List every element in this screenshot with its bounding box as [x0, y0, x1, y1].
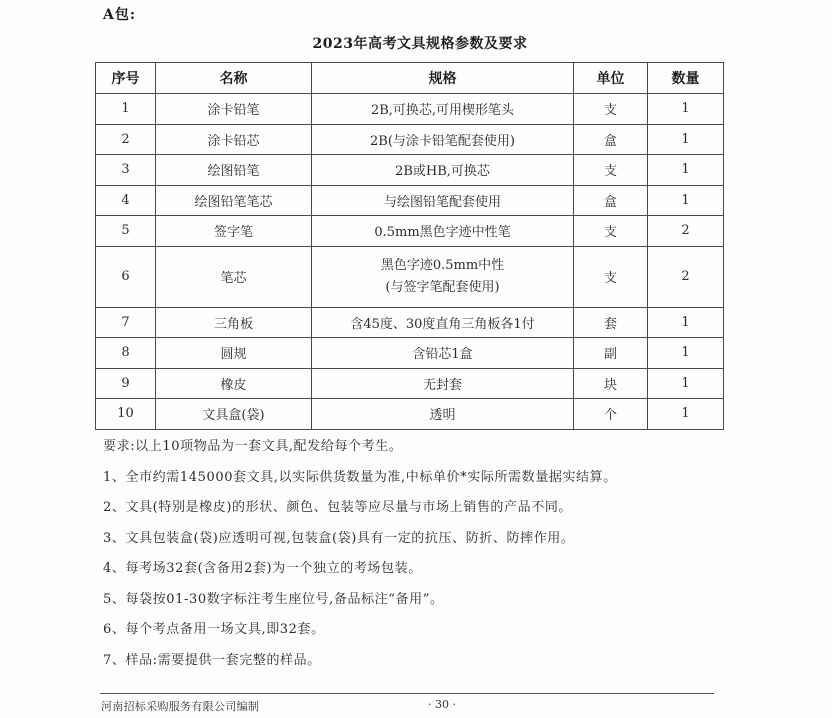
cell-no: 3 [96, 155, 156, 186]
requirements-list [103, 432, 723, 676]
requirement-item: 6、每个考点备用一场文具,即32套。 [103, 622, 325, 637]
cell-spec-line-2: (与签字笔配套使用) [385, 279, 500, 295]
requirements-intro: 要求:以上10项物品为一套文具,配发给每个考生。 [103, 439, 403, 454]
cell-no: 8 [96, 338, 156, 369]
cell-no: 4 [96, 185, 156, 216]
requirement-item: 1、全市约需145000套文具,以实际供货数量为准,中标单价*实际所需数量据实结算。 [103, 469, 617, 485]
header-name: 名称 [156, 63, 312, 94]
cell-spec: 含45度、30度直角三角板各1付 [312, 307, 574, 338]
cell-unit: 支 [574, 155, 648, 186]
requirement-item: 7、样品:需要提供一套完整的样品。 [103, 652, 321, 668]
table-row [96, 94, 724, 125]
cell-unit: 副 [574, 338, 648, 369]
footer-divider [100, 693, 714, 694]
cell-unit: 套 [574, 307, 648, 338]
cell-name: 绘图铅笔 [156, 155, 312, 186]
cell-name: 橡皮 [156, 368, 312, 399]
cell-no: 5 [96, 216, 156, 247]
cell-name: 文具盒(袋) [156, 399, 312, 430]
table-header-row [96, 63, 724, 94]
requirement-item: 4、每考场32套(含备用2套)为一个独立的考场包装。 [103, 561, 422, 576]
cell-unit: 盒 [574, 124, 648, 155]
cell-no: 10 [96, 399, 156, 430]
cell-qty: 1 [648, 338, 724, 369]
cell-qty: 1 [648, 155, 724, 186]
cell-name: 绘图铅笔笔芯 [156, 185, 312, 216]
cell-name: 笔芯 [156, 246, 312, 307]
cell-qty: 1 [648, 307, 724, 338]
cell-name: 签字笔 [156, 216, 312, 247]
cell-spec: 2B或HB,可换芯 [312, 155, 574, 186]
cell-qty: 1 [648, 399, 724, 430]
table-row [96, 185, 724, 216]
cell-spec: 含铅芯1盒 [312, 338, 574, 369]
spec-table [95, 62, 724, 430]
cell-qty: 1 [648, 94, 724, 125]
table-row [96, 216, 724, 247]
table-row [96, 368, 724, 399]
cell-qty: 1 [648, 368, 724, 399]
cell-qty: 2 [648, 216, 724, 247]
table-row [96, 338, 724, 369]
cell-spec: 与绘图铅笔配套使用 [312, 185, 574, 216]
package-label: A包: [103, 7, 137, 23]
footer-publisher: 河南招标采购服务有限公司编制 [101, 700, 260, 713]
table-row [96, 124, 724, 155]
cell-name: 涂卡铅笔 [156, 94, 312, 125]
cell-qty: 1 [648, 185, 724, 216]
table-row [96, 399, 724, 430]
cell-qty: 2 [648, 246, 724, 307]
cell-no: 9 [96, 368, 156, 399]
cell-spec [312, 246, 574, 307]
header-spec: 规格 [312, 63, 574, 94]
header-unit: 单位 [574, 63, 648, 94]
cell-spec: 2B(与涂卡铅笔配套使用) [312, 124, 574, 155]
table-row [96, 307, 724, 338]
cell-unit: 盒 [574, 185, 648, 216]
cell-spec: 2B,可换芯,可用楔形笔头 [312, 94, 574, 125]
cell-spec: 0.5mm黑色字迹中性笔 [312, 216, 574, 247]
document-title: 2023年高考文具规格参数及要求 [312, 36, 528, 52]
cell-spec: 无封套 [312, 368, 574, 399]
table-row [96, 246, 724, 307]
cell-no: 1 [96, 94, 156, 125]
cell-unit: 支 [574, 216, 648, 247]
header-no: 序号 [96, 63, 156, 94]
cell-no: 2 [96, 124, 156, 155]
footer-page-number: · 30 · [428, 698, 456, 711]
cell-spec-line-1: 黑色字迹0.5mm中性 [380, 257, 505, 273]
cell-no: 7 [96, 307, 156, 338]
header-qty: 数量 [648, 63, 724, 94]
cell-name: 圆规 [156, 338, 312, 369]
cell-unit: 块 [574, 368, 648, 399]
cell-qty: 1 [648, 124, 724, 155]
requirement-item: 2、文具(特别是橡皮)的形状、颜色、包装等应尽量与市场上销售的产品不同。 [103, 500, 573, 515]
cell-no: 6 [96, 246, 156, 307]
requirement-item: 3、文具包装盒(袋)应透明可视,包装盒(袋)具有一定的抗压、防折、防摔作用。 [103, 530, 575, 546]
cell-unit: 支 [574, 246, 648, 307]
cell-name: 涂卡铅芯 [156, 124, 312, 155]
requirement-item: 5、每袋按01-30数字标注考生座位号,备品标注“备用”。 [103, 591, 444, 607]
cell-name: 三角板 [156, 307, 312, 338]
cell-spec: 透明 [312, 399, 574, 430]
cell-unit: 个 [574, 399, 648, 430]
table-row [96, 155, 724, 186]
cell-unit: 支 [574, 94, 648, 125]
